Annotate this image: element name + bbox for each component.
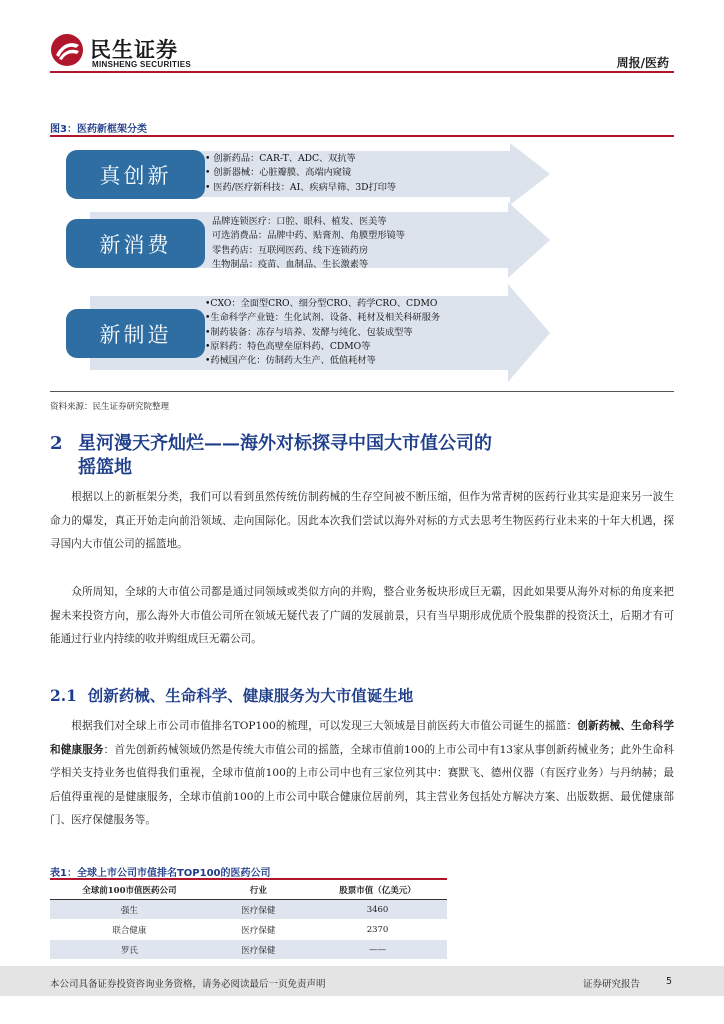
page-number: 5 [666, 976, 673, 987]
category-item: 零售药店：互联网医药、线下连锁药房 [212, 244, 369, 256]
table-cell: 医疗保健 [209, 900, 308, 920]
column-header: 行业 [209, 879, 308, 900]
category-box: 真创新 [66, 150, 205, 199]
category-item: 生物制品：疫苗、血制品、生长激素等 [212, 258, 369, 270]
figure-source: 资料来源：民生证券研究院整理 [50, 402, 170, 412]
footer-disclaimer: 本公司具备证券投资咨询业务资格，请务必阅读最后一页免责声明 [50, 979, 326, 990]
section-title-line1: 星河漫天齐灿烂——海外对标探寻中国大市值公司的 [78, 433, 492, 454]
table-row [50, 900, 447, 920]
category-item: • 创新器械：心脏瓣膜、高端内窥镜 [205, 167, 352, 179]
brand-name-en: MINSHENG SECURITIES [92, 60, 192, 69]
table-cell: 强生 [50, 900, 209, 920]
section-heading [50, 432, 650, 480]
section-number: 2 [50, 433, 63, 454]
table-header-row [50, 879, 447, 900]
category-item: 可选消费品：品牌中药、贴膏剂、角膜塑形镜等 [212, 230, 405, 242]
category-item: 品牌连锁医疗：口腔、眼科、植发、医美等 [212, 216, 387, 227]
body-paragraph [50, 581, 674, 652]
table-cell: —— [308, 940, 447, 960]
table-title: 表1：全球上市公司市值排名TOP100的医药公司 [50, 868, 271, 879]
subsection-heading [50, 684, 413, 706]
category-box: 新消费 [66, 219, 205, 268]
paragraph-text [50, 715, 674, 833]
report-type: 周报/医药 [616, 56, 669, 70]
paragraph-text: 众所周知，全球的大市值公司都是通过同领域或类似方向的并购，整合业务板块形成巨无霸，因此如果要从海外对标的角度来把握未来投资方向，那么海外大市值公司所在领域无疑代表了广阔的发展前景，只有当早期形成优质个股集群的投资沃土，后期才有可能通过行业内持续的收并购组成巨无霸公司。 [50, 586, 674, 645]
data-table [50, 878, 447, 960]
table-cell: 罗氏 [50, 940, 209, 960]
body-paragraph [50, 715, 674, 833]
footer-label: 证券研究报告 [583, 979, 641, 990]
table-row [50, 920, 447, 940]
paragraph-suffix: ：首先创新药械领域仍然是传统大市值公司的摇篮，全球市值前100的上市公司中有13家从事创新药械业务；此外生命科学相关支持业务也值得我们重视，全球市值前100的上市公司中也有三家位列其中：赛默飞、德州仪器（有医疗业务）与丹纳赫；最后值得重视的是健康服务，全球市值前100的上市公司中联合健康位居前列，其主营业务包括处方解决方案、出版数据、最优健康部门、医疗保健服务等。 [50, 743, 674, 826]
table-row [50, 940, 447, 960]
figure-rule [50, 135, 674, 137]
category-items [212, 215, 405, 272]
table-cell: 2370 [308, 920, 447, 940]
category-items [205, 297, 440, 368]
category-item: • 创新药品：CAR-T、ADC、双抗等 [205, 153, 356, 164]
category-item: • 医药/医疗新科技：AI、疾病早筛、3D打印等 [205, 181, 397, 193]
section-title-line2: 摇篮地 [78, 457, 132, 478]
category-item: •CXO：全面型CRO、细分型CRO、药学CRO、CDMO [205, 298, 438, 309]
category-item: •生命科学产业链：生化试剂、设备、耗材及相关科研服务 [205, 312, 441, 324]
category-items [205, 152, 396, 195]
table-cell: 医疗保健 [209, 920, 308, 940]
figure-bottom-rule [50, 391, 674, 392]
column-header: 股票市值（亿美元） [308, 879, 447, 900]
header-rule [50, 71, 674, 73]
brand-name-cn: 民生证券 [90, 38, 178, 62]
minsheng-logo-icon [50, 33, 84, 67]
subsection-title: 创新药械、生命科学、健康服务为大市值诞生地 [87, 686, 414, 705]
paragraph-prefix: 根据我们对全球上市公司市值排名TOP100的梳理，可以发现三大领域是目前医药大市值公司诞生的摇篮： [71, 720, 578, 732]
table-cell: 医疗保健 [209, 940, 308, 960]
figure-title: 图3：医药新框架分类 [50, 124, 147, 135]
table-cell: 3460 [308, 900, 447, 920]
category-item: •制药装备：冻存与培养、发酵与纯化、包装成型等 [205, 326, 413, 338]
category-item: •原料药：特色高壁垒原料药、CDMO等 [205, 340, 371, 352]
category-item: •药械国产化：仿制药大生产、低值耗材等 [205, 355, 376, 367]
subsection-number: 2.1 [50, 686, 77, 705]
category-box: 新制造 [66, 309, 205, 358]
table-cell: 联合健康 [50, 920, 209, 940]
paragraph-text: 根据以上的新框架分类，我们可以看到虽然传统仿制药械的生存空间被不断压缩，但作为常青树的医药行业其实是迎来另一波生命力的爆发，真正开始走向前沿领域、走向国际化。因此本次我们尝试以海外对标的方式去思考生物医药行业未来的十年大机遇，探寻国内大市值公司的摇篮地。 [50, 491, 674, 550]
paragraph-emphasis: 创新药械、生命科学和健康服务 [50, 720, 674, 756]
body-paragraph [50, 486, 674, 557]
column-header: 全球前100市值医药公司 [50, 879, 209, 900]
